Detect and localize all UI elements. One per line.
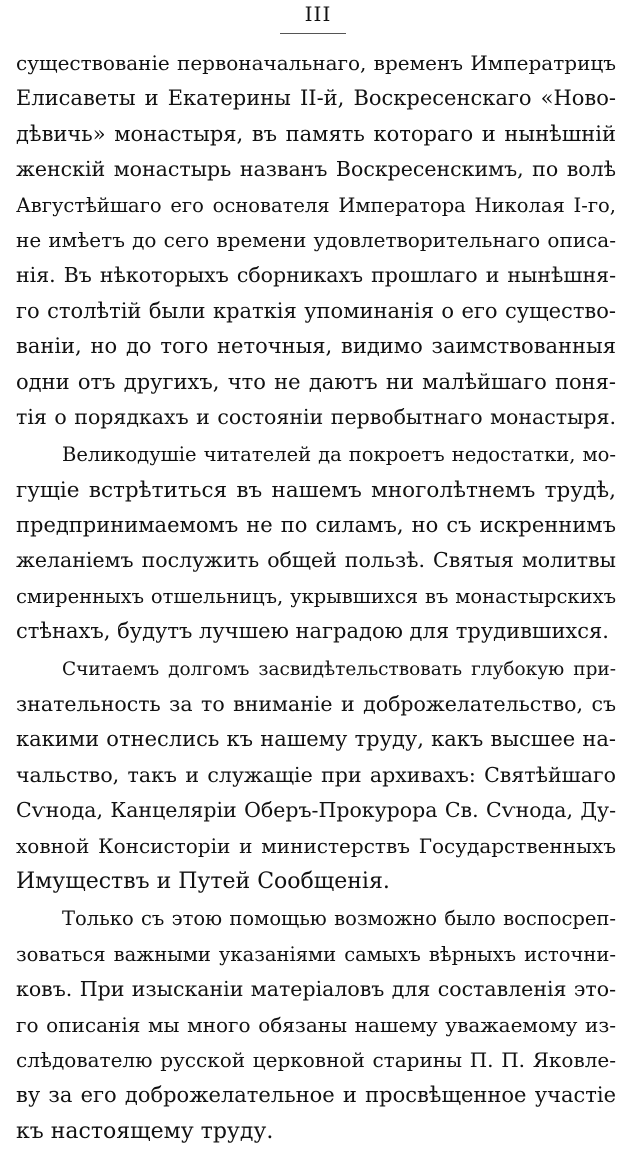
paragraph	[16, 437, 616, 649]
text-line: Августѣйшаго его основателя Императора Николая I-го,	[16, 193, 616, 217]
header-rule	[280, 33, 346, 34]
text-line: ховной Консисторіи и министерствъ Государственныхъ	[16, 833, 616, 858]
text-line: Считаемъ долгомъ засвидѣтельствовать глубокую при-	[62, 658, 616, 680]
paragraph	[16, 46, 616, 435]
text-line: предпринимаемомъ не по силамъ, но съ искреннимъ	[16, 513, 616, 538]
paragraph	[16, 901, 616, 1149]
text-line: существованіе первоначальнаго, временъ Императрицъ	[16, 51, 616, 75]
text-line: ковъ. При изысканіи матеріаловъ для составленія это-	[16, 977, 616, 1002]
text-line: стѣнахъ, будутъ лучшею наградою для трудившихся.	[16, 619, 609, 644]
text-line: ву за его доброжелательное и просвѣщенное участіе	[16, 1083, 616, 1108]
text-line: не имѣетъ до сего времени удовлетворительнаго описа-	[16, 227, 616, 252]
text-line: женскій монастырь названъ Воскресенскимъ, по волѣ	[16, 157, 616, 182]
text-line: Имуществъ и Путей Сообщенія.	[16, 868, 390, 894]
text-line: одни отъ другихъ, что не даютъ ни малѣйшаго поня-	[16, 369, 616, 394]
text-line: къ настоящему труду.	[16, 1118, 274, 1144]
text-line: Великодушіе читателей да покроетъ недостатки, мо-	[62, 443, 616, 467]
text-line: Елисаветы и Екатерины II-й, Воскресенскаго «Ново-	[16, 86, 616, 111]
page-number: III	[304, 2, 332, 26]
text-line: зоваться важными указаніями самыхъ вѣрныхъ источни-	[16, 942, 616, 966]
text-line: Только съ этою помощью возможно было воспосреп-	[62, 907, 616, 931]
text-line: ваніи, но до того неточныя, видимо заимствованныя	[16, 334, 616, 359]
text-line: нія. Въ нѣкоторыхъ сборникахъ прошлаго и нынѣшня-	[16, 263, 616, 288]
text-line: слѣдователю русской церковной старины П. П. Яковле-	[16, 1047, 616, 1072]
text-line: го описанія мы много обязаны нашему уважаемому из-	[16, 1012, 616, 1037]
text-line: го столѣтій были краткія упоминанія о его существо-	[16, 298, 616, 323]
text-line: знательность за то вниманіе и доброжелательство, съ	[16, 692, 616, 717]
text-line: Сѵнода, Канцеляріи Оберъ-Прокурора Св. Сѵнода, Ду-	[16, 798, 616, 823]
text-line: тія о порядкахъ и состояніи первобытнаго монастыря.	[16, 404, 616, 429]
paragraph	[16, 652, 616, 900]
text-line: чальство, такъ и служащіе при архивахъ: Святѣйшаго	[16, 762, 616, 787]
text-line: дѣвичь» монастыря, въ память котораго и нынѣшній	[16, 121, 616, 146]
text-line: какими отнеслись къ нашему труду, какъ высшее на-	[16, 727, 616, 752]
body-text	[16, 46, 616, 1149]
text-line: смиренныхъ отшельницъ, укрывшихся въ монастырскихъ	[16, 584, 616, 608]
text-line: желаніемъ послужить общей пользѣ. Святыя молитвы	[16, 548, 616, 573]
text-line: гущіе встрѣтиться въ нашемъ многолѣтнемъ трудѣ,	[16, 477, 616, 503]
